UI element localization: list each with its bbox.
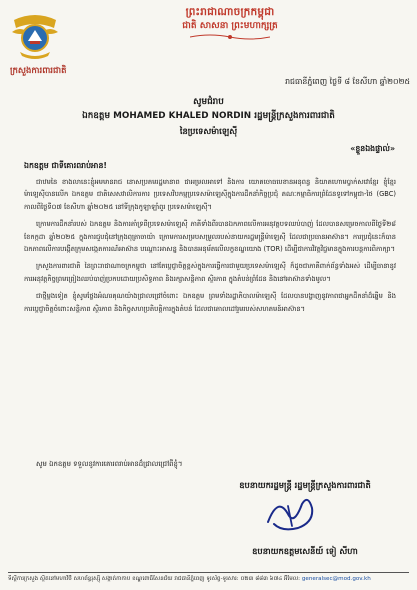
recipient-name: ឯកឧត្តម MOHAMED KHALED NORDIN រដ្ឋមន្ត្រីក្រសួងការពារជាតិ bbox=[82, 111, 335, 121]
greeting: ឯកឧត្តម ជាទីគោរពរាប់អាន! bbox=[24, 161, 107, 170]
ornament-divider-icon bbox=[190, 33, 270, 41]
national-motto: ជាតិ សាសនា ព្រះមហាក្សត្រ bbox=[182, 21, 278, 31]
body-paragraph: ក្រសួងការពារជាតិ នៃព្រះរាជាណាចក្រកម្ពុជា នៅតែប្តេជ្ញាចិត្តខ្ពស់ក្នុងការធ្វើការជាមួយប្រទេសម៉ាឡេស៊ី ក៏ដូចជាភាគីពាក់ព័ន្ធទាំងអស់ ដើម្បីធានានូវការអនុវត្តកិច្ចព្រមព្រៀងឈប់បាញ់ប្រកបដោយប្រសិទ្ធភាព និងរក្សាសន្តិភាព ស្ថិរភាព ក្នុងតំបន់ព្រំដែន និងនៅអាស៊ានទាំងមូល។ bbox=[24, 262, 396, 283]
ministry-name: ក្រសួងការពារជាតិ bbox=[10, 66, 67, 76]
body-paragraph: ជាថ្មីម្តងទៀត ខ្ញុំសូមថ្លែងអំណរគុណយ៉ាងជ្រាលជ្រៅចំពោះ ឯកឧត្តម ព្រមទាំងរដ្ឋាភិបាលម៉ាឡេស៊ី ដែលបានបង្ហាញនូវភាពជាអ្នកដឹកនាំដ៏ឆ្នើម និងការប្តេជ្ញាចិត្តចំពោះសន្តិភាព ស្ថិរភាព និងកិច្ចសហប្រតិបត្តិការក្នុងតំបន់ ដែលជាគោលដៅរួមរបស់សហគមន៍អាស៊ាន។ bbox=[24, 292, 396, 313]
footer-email[interactable]: generalsec@mod.gov.kh bbox=[301, 576, 371, 582]
footer bbox=[8, 575, 409, 583]
ministry-emblem-icon bbox=[10, 8, 60, 62]
personal-tag: «ខ្លួនឯងផ្ទាល់» bbox=[350, 144, 395, 153]
body-paragraph: ជាឋមនៃ ខាងលានេះខ្ញុំអមមានរាជ នោសប្រគមរដ្ឋមានាព ជាអម្រលអាទៅ និងការ យោគចោធបេខានអនុពន្ធ និយាគហោមប្ចាក់សវោខ្មែរ ខ្ញុំខ្មែរម៉ាឡេស៊ីបានលើក ឯកឧត្តម ជាតិសេសវាលិការការ ប្រទេសវិបកម្មប្រទេសម៉ាឡេស៊ីក្នុងការដឹកនាំកិច្ចប្រជុំ គណៈកម្មាធិការព្រំដែនទូទៅកម្ពុជា-ថៃ (GBC) កាលពីថ្ងៃទី០៧ ខែសីហា ឆ្នាំ២០២៥ នៅទីក្រុងកូឡាឡាំពួរ ប្រទេសម៉ាឡេស៊ី។ bbox=[24, 178, 396, 211]
signatory-name: ឧបនាយកឧត្តមសេនីយ៍ ទៀ សីហា bbox=[252, 546, 358, 556]
letter-body bbox=[24, 176, 396, 320]
kingdom-heading: ព្រះរាជាណាចក្រកម្ពុជា bbox=[185, 6, 275, 18]
footer-divider bbox=[8, 572, 409, 573]
footer-address: ទីស្តីការក្រសួង ស្ថិតនៅមហាវិថី សហព័ន្ធរុស្ស៊ី សង្កាត់កាកាប ខណ្ឌពោធិ៍សែនជ័យ រាជធានីភ្នំពេញ ទូរស័ព្ទ-ទូរសារ: ០២៣ ៨៨៣ ៦៧៤ អ៊ីមែល: bbox=[8, 576, 301, 582]
handwritten-signature bbox=[258, 492, 322, 534]
salutation: សូមជំរាប bbox=[193, 97, 224, 107]
letter-date: រាជធានីភ្នំពេញ ថ្ងៃទី ៨ ខែសីហា ឆ្នាំ២០២៥ bbox=[285, 77, 410, 86]
signatory-title: ឧបនាយករដ្ឋមន្ត្រី រដ្ឋមន្ត្រីក្រសួងការពារជាតិ bbox=[239, 480, 371, 490]
closing-line: សូម ឯកឧត្តម ទទួលនូវការគោរពរាប់អានដ៏ជ្រាលជ្រៅពីខ្ញុំ។ bbox=[36, 460, 183, 468]
body-paragraph: ក្រោមការដឹកនាំរបស់ ឯកឧត្តម និងការគាំទ្រពីប្រទេសម៉ាឡេស៊ី ភាគីទាំងពីរបានឯកភាពលើការអនុវត្តបទឈប់បាញ់ ដែលបានសម្រេចកាលពីថ្ងៃទី២៨ ខែកក្កដា ឆ្នាំ២០២៥ ក្នុងការជួបជុំនៅក្រុងពុត្រាចាយ៉ា ក្រោមការសម្របសម្រួលរបស់នាយករដ្ឋមន្ត្រីម៉ាឡេស៊ី ដែលជាប្រធានអាស៊ាន។ ការប្រជុំនេះក៏បានឯកភាពលើការបង្កើតក្រុមសង្កេតការណ៍អាស៊ាន បណ្តោះអាសន្ន និងបានអនុម័តលើលក្ខខណ្ឌយោង (TOR) ដើម្បីជាការវិវត្តវិជ្ជមានក្នុងការបន្តការពិភាក្សា។ bbox=[24, 220, 396, 254]
recipient-country: នៃប្រទេសម៉ាឡេស៊ី bbox=[179, 126, 238, 136]
